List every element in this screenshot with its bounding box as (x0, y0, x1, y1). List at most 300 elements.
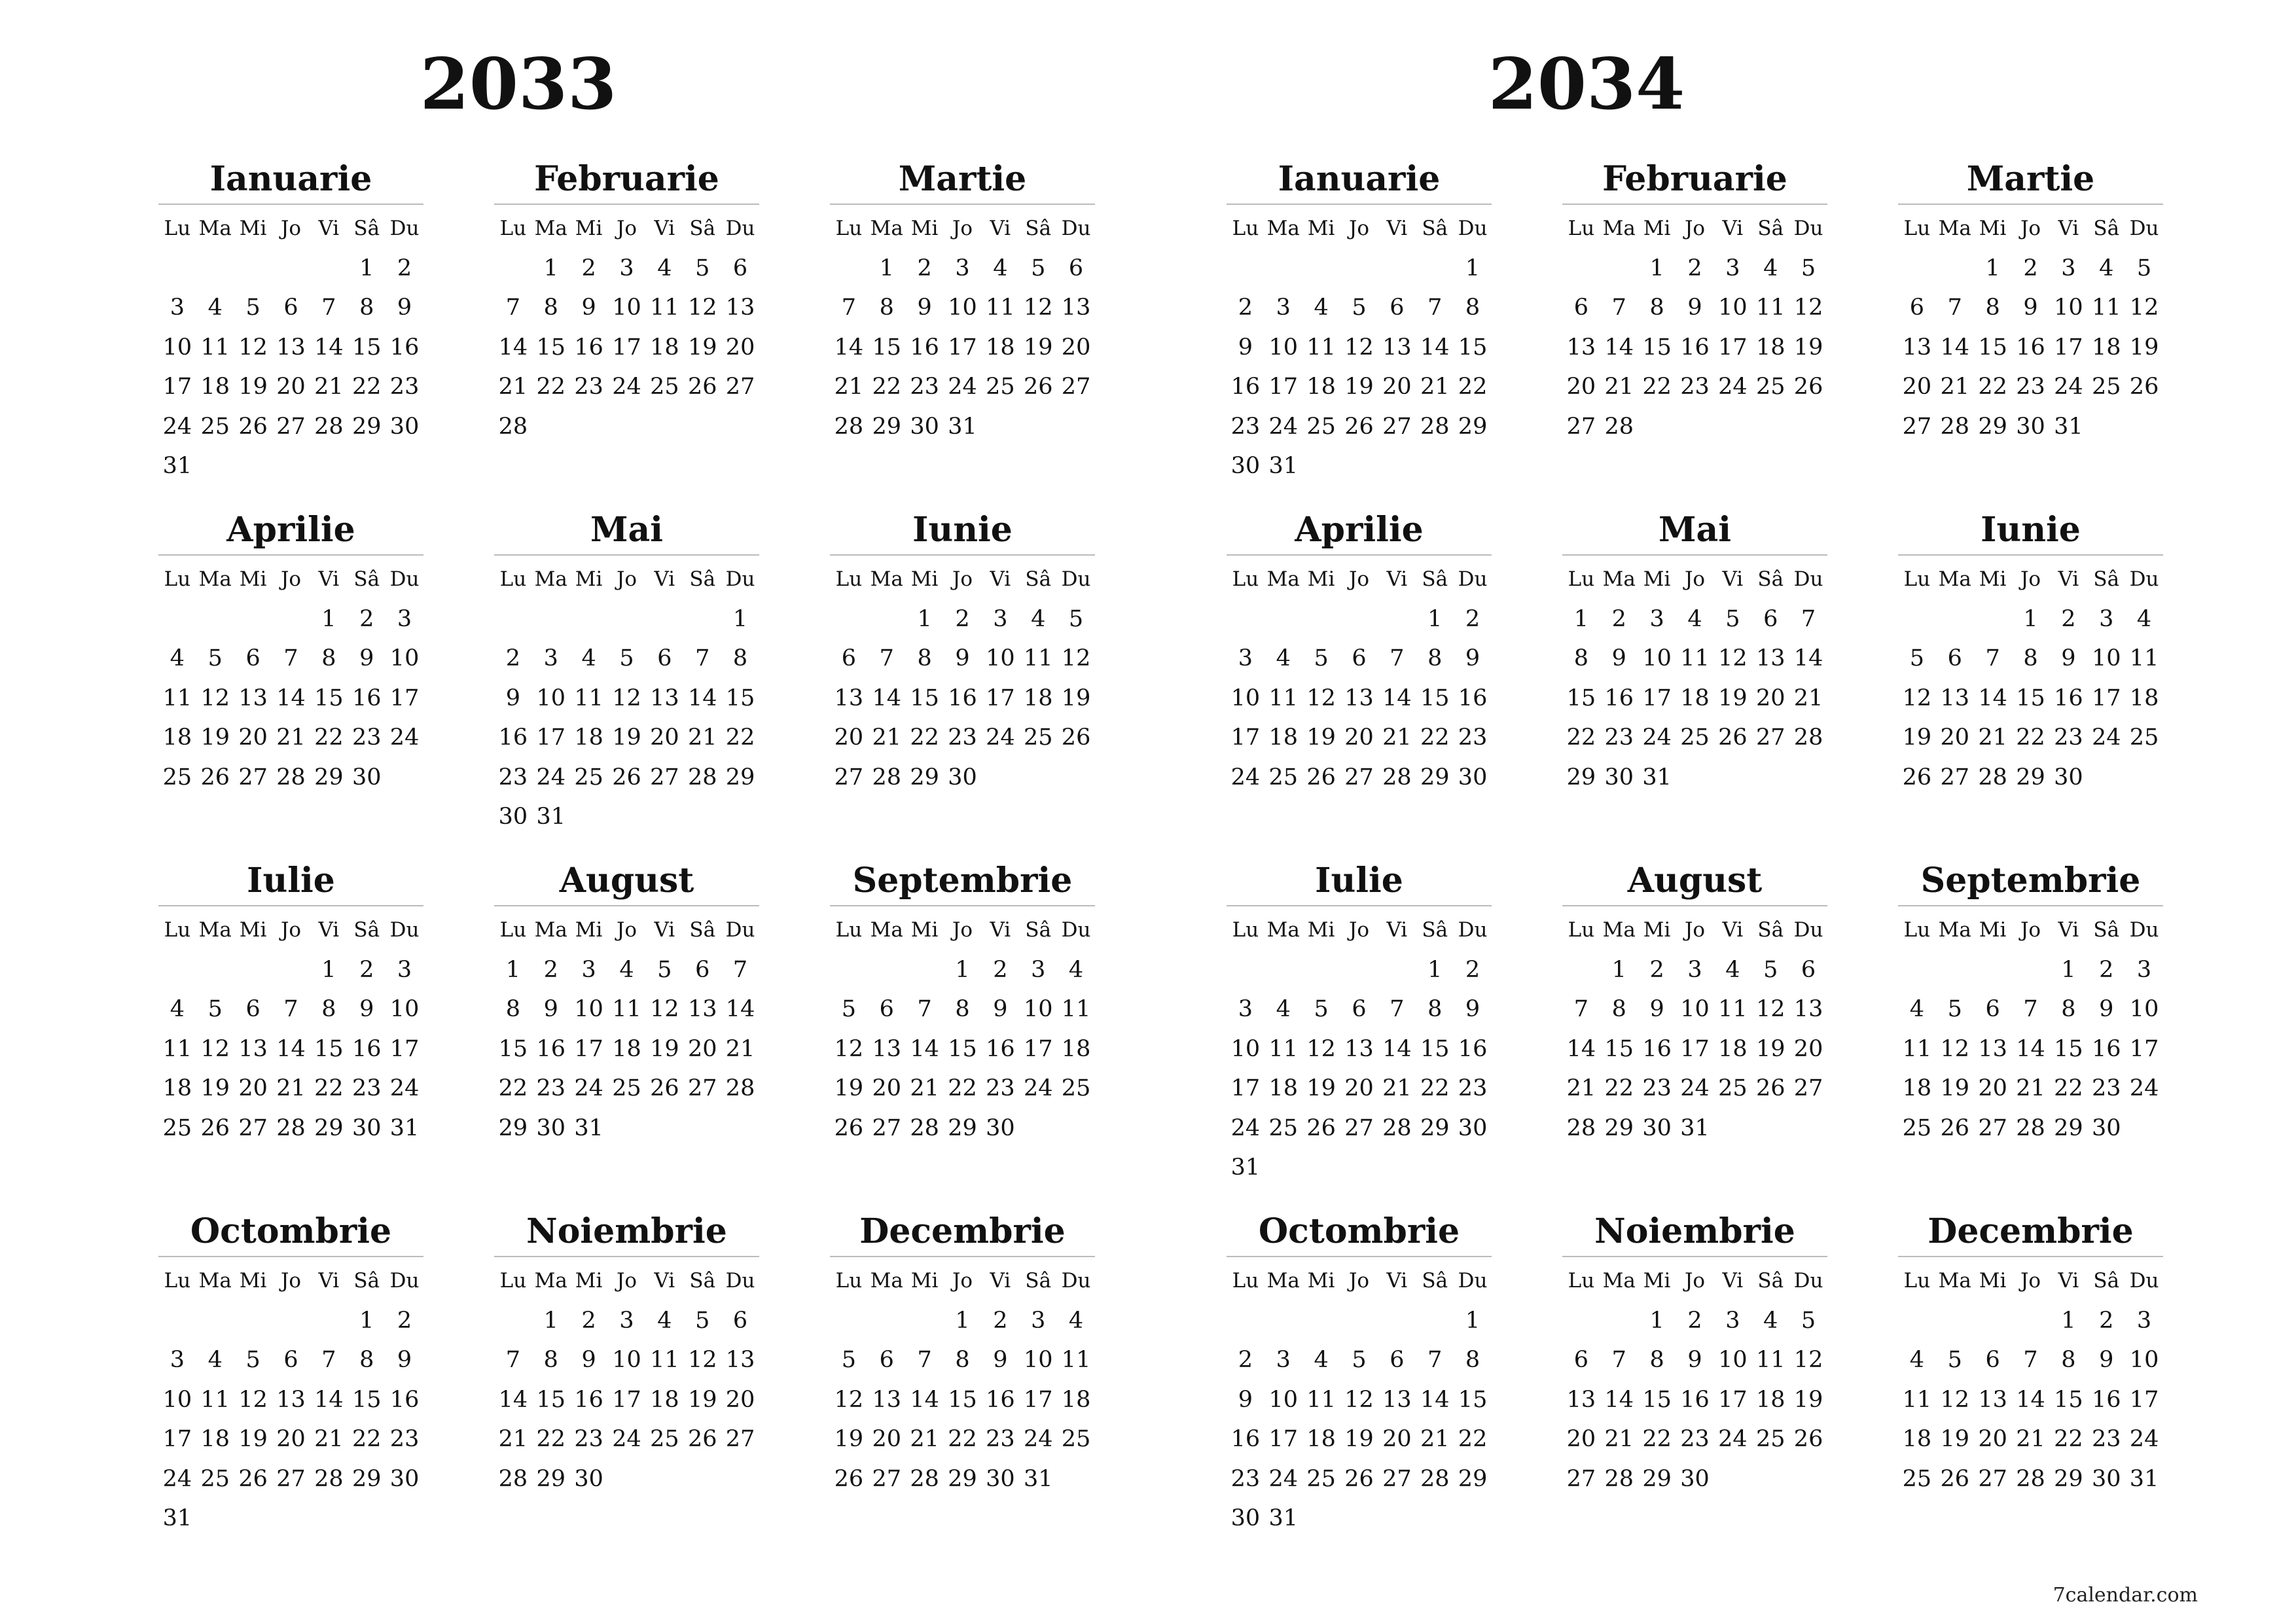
day-cell: 18 (1061, 1386, 1091, 1413)
day-cell: 4 (1687, 605, 1702, 632)
weekday-label: Sâ (689, 918, 716, 942)
day-cell: 9 (581, 1347, 596, 1373)
day-cell: 26 (1061, 724, 1091, 751)
day-cell: 24 (1023, 1426, 1053, 1452)
week-row (830, 249, 1095, 289)
week-row (1562, 367, 1827, 407)
day-cell: 16 (351, 1035, 382, 1062)
day-cell: 19 (1061, 685, 1091, 711)
empty-day (868, 1301, 906, 1341)
weekday-label: Ma (1938, 217, 1971, 240)
weekday-label: Du (2129, 1269, 2159, 1293)
week-row (1562, 328, 1827, 368)
day-cell: 19 (612, 724, 641, 751)
week-row (1898, 407, 2163, 447)
day-cell: 24 (162, 1465, 192, 1492)
day-cell: 16 (1230, 1426, 1261, 1452)
empty-day (272, 249, 310, 289)
day-cell: 23 (1680, 374, 1710, 400)
day-cell: 16 (948, 685, 977, 711)
empty-day (1936, 249, 1974, 289)
day-cell: 30 (986, 1115, 1015, 1141)
empty-day (1562, 950, 1600, 990)
day-cell: 5 (2136, 255, 2152, 281)
weekday-label: Lu (1232, 918, 1259, 942)
day-cell: 12 (1306, 1035, 1336, 1062)
day-cell: 28 (872, 764, 902, 791)
day-cell: 18 (162, 724, 192, 751)
day-cell: 20 (1566, 1426, 1596, 1452)
weekday-label: Sâ (1422, 918, 1448, 942)
weekday-label: Jo (1348, 567, 1370, 591)
day-cell: 18 (162, 1075, 192, 1101)
day-cell: 27 (650, 764, 679, 791)
day-cell: 11 (2129, 645, 2159, 671)
day-cell: 18 (2091, 334, 2121, 361)
day-cell: 9 (993, 996, 1008, 1022)
day-cell: 3 (170, 294, 185, 321)
day-cell: 3 (2099, 605, 2114, 632)
day-cell: 25 (1306, 413, 1336, 440)
day-cell: 18 (200, 1426, 230, 1452)
empty-day (1562, 249, 1600, 289)
empty-day (1416, 1301, 1454, 1341)
day-cell: 20 (872, 1075, 902, 1101)
weekday-label: Jo (952, 217, 973, 240)
day-cell: 8 (1611, 996, 1626, 1022)
empty-day (1378, 950, 1416, 990)
weekday-label: Mi (1979, 1269, 2007, 1293)
weekday-label: Lu (164, 567, 191, 591)
day-cell: 7 (1801, 605, 1816, 632)
day-cell: 29 (498, 1115, 528, 1141)
weekday-label: Sâ (353, 1269, 380, 1293)
day-cell: 22 (1420, 1075, 1450, 1101)
weekday-label: Vi (1386, 918, 1408, 942)
week-row (158, 1340, 423, 1380)
day-cell: 25 (1023, 724, 1053, 751)
day-cell: 30 (1458, 1115, 1488, 1141)
day-cell: 31 (574, 1115, 603, 1141)
day-cell: 8 (321, 645, 336, 671)
weekday-label: Vi (2058, 1269, 2079, 1293)
month-divider (1898, 905, 2163, 906)
day-cell: 29 (2054, 1115, 2083, 1141)
day-cell: 14 (2016, 1386, 2045, 1413)
day-cell: 12 (1940, 1386, 1970, 1413)
day-cell: 27 (1344, 764, 1374, 791)
day-cell: 16 (1230, 374, 1261, 400)
weekday-header (1898, 209, 2163, 249)
day-cell: 8 (1649, 1347, 1664, 1373)
day-cell: 26 (2129, 374, 2159, 400)
weekday-label: Mi (575, 217, 603, 240)
weekday-label: Ma (1938, 918, 1971, 942)
weekday-label: Vi (1386, 567, 1408, 591)
day-cell: 29 (910, 764, 939, 791)
day-cell: 1 (955, 1307, 970, 1334)
day-cell: 11 (1268, 685, 1299, 711)
day-cell: 13 (650, 685, 679, 711)
day-cell: 1 (879, 255, 894, 281)
day-cell: 14 (1940, 334, 1970, 361)
day-cell: 11 (574, 685, 603, 711)
week-row (1227, 1340, 1492, 1380)
week-row (158, 679, 423, 719)
week-row (1898, 1380, 2163, 1420)
week-row (1227, 950, 1492, 990)
day-cell: 29 (1642, 1465, 1672, 1492)
weekday-label: Vi (990, 1269, 1011, 1293)
week-row (1562, 1069, 1827, 1109)
weekday-header (830, 560, 1095, 599)
week-row (1898, 1109, 2163, 1149)
day-cell: 10 (2129, 996, 2159, 1022)
day-cell: 26 (687, 374, 717, 400)
weekday-label: Jo (2020, 1269, 2041, 1293)
month-3-2033 (830, 154, 1095, 446)
month-divider (1562, 554, 1827, 556)
week-row (158, 407, 423, 447)
day-cell: 18 (1755, 1386, 1785, 1413)
day-cell: 5 (619, 645, 634, 671)
day-cell: 20 (1902, 374, 1932, 400)
day-cell: 13 (1902, 334, 1932, 361)
empty-day (1936, 950, 1974, 990)
day-cell: 25 (2129, 724, 2159, 751)
day-cell: 4 (1314, 1347, 1329, 1373)
day-cell: 15 (536, 334, 566, 361)
day-cell: 8 (2023, 645, 2038, 671)
weekday-label: Mi (575, 1269, 603, 1293)
day-cell: 26 (200, 764, 230, 791)
day-cell: 7 (1611, 294, 1626, 321)
weekday-label: Lu (499, 1269, 527, 1293)
day-cell: 11 (200, 1386, 230, 1413)
day-cell: 17 (162, 1426, 192, 1452)
day-cell: 10 (536, 685, 566, 711)
month-7-2033 (158, 856, 423, 1148)
weekday-label: Jo (952, 567, 973, 591)
day-cell: 17 (1718, 334, 1748, 361)
day-cell: 20 (1382, 1426, 1412, 1452)
day-cell: 22 (1604, 1075, 1634, 1101)
month-1-2034 (1227, 154, 1492, 486)
weekday-header (494, 209, 759, 249)
day-cell: 17 (389, 685, 420, 711)
day-cell: 20 (1978, 1075, 2007, 1101)
empty-day (868, 950, 906, 990)
weekday-label: Sâ (1025, 1269, 1052, 1293)
day-cell: 16 (1680, 1386, 1710, 1413)
empty-day (570, 599, 608, 639)
day-cell: 19 (650, 1035, 679, 1062)
day-cell: 31 (2129, 1465, 2159, 1492)
day-cell: 15 (536, 1386, 566, 1413)
day-cell: 9 (397, 1347, 412, 1373)
weekday-label: Vi (654, 217, 675, 240)
week-row (1562, 1029, 1827, 1069)
empty-day (1898, 1301, 1936, 1341)
day-cell: 31 (162, 453, 192, 479)
day-cell: 24 (1268, 413, 1299, 440)
day-cell: 8 (2061, 996, 2076, 1022)
day-cell: 24 (389, 1075, 420, 1101)
day-cell: 23 (1458, 1075, 1488, 1101)
day-cell: 22 (1420, 724, 1450, 751)
day-cell: 20 (872, 1426, 902, 1452)
day-cell: 23 (1680, 1426, 1710, 1452)
weekday-label: Mi (239, 567, 267, 591)
day-cell: 10 (2054, 294, 2083, 321)
day-cell: 23 (2091, 1075, 2121, 1101)
day-cell: 12 (687, 1347, 717, 1373)
weekday-label: Ma (870, 918, 903, 942)
day-cell: 20 (1566, 374, 1596, 400)
day-cell: 2 (955, 605, 970, 632)
day-cell: 20 (687, 1035, 717, 1062)
week-row (158, 1069, 423, 1109)
day-cell: 7 (1611, 1347, 1626, 1373)
day-cell: 12 (200, 1035, 230, 1062)
month-4-2033 (158, 505, 423, 797)
empty-day (830, 950, 868, 990)
month-divider (1562, 1256, 1827, 1257)
empty-day (1378, 249, 1416, 289)
day-cell: 25 (1268, 1115, 1299, 1141)
day-cell: 23 (986, 1426, 1015, 1452)
day-cell: 2 (397, 1307, 412, 1334)
day-cell: 27 (687, 1075, 717, 1101)
month-name: Mai (590, 510, 663, 550)
day-cell: 1 (955, 956, 970, 983)
week-row (1227, 1148, 1492, 1188)
month-divider (1898, 554, 2163, 556)
week-row (1562, 599, 1827, 639)
weekday-label: Du (389, 1269, 420, 1293)
day-cell: 11 (650, 1347, 679, 1373)
empty-day (494, 249, 532, 289)
day-cell: 14 (872, 685, 902, 711)
weekday-label: Du (1061, 567, 1091, 591)
weekday-label: Sâ (1025, 918, 1052, 942)
day-cell: 24 (1230, 1115, 1261, 1141)
empty-day (2012, 1301, 2050, 1341)
weekday-label: Du (1061, 217, 1091, 240)
empty-day (1936, 1301, 1974, 1341)
day-cell: 9 (1687, 1347, 1702, 1373)
day-cell: 3 (1031, 1307, 1046, 1334)
day-cell: 19 (687, 334, 717, 361)
weekday-label: Sâ (353, 918, 380, 942)
weekday-label: Ma (870, 1269, 903, 1293)
day-cell: 20 (1755, 685, 1785, 711)
day-cell: 31 (1230, 1154, 1261, 1181)
day-cell: 19 (1023, 334, 1053, 361)
day-cell: 19 (238, 1426, 268, 1452)
day-cell: 10 (2091, 645, 2121, 671)
week-row (830, 1029, 1095, 1069)
day-cell: 26 (650, 1075, 679, 1101)
day-cell: 28 (1604, 413, 1634, 440)
day-cell: 17 (612, 1386, 641, 1413)
day-cell: 28 (910, 1465, 939, 1492)
weekday-label: Mi (910, 918, 939, 942)
empty-day (906, 1301, 944, 1341)
day-cell: 15 (725, 685, 755, 711)
month-name: Iulie (1315, 861, 1403, 901)
day-cell: 6 (1985, 1347, 2000, 1373)
day-cell: 13 (725, 1347, 755, 1373)
day-cell: 9 (993, 1347, 1008, 1373)
month-1-2033 (158, 154, 423, 486)
day-cell: 11 (1061, 996, 1091, 1022)
day-cell: 15 (948, 1386, 977, 1413)
day-cell: 17 (2091, 685, 2121, 711)
week-row (1227, 1499, 1492, 1539)
day-cell: 21 (1793, 685, 1823, 711)
day-cell: 25 (1268, 764, 1299, 791)
day-cell: 27 (834, 764, 864, 791)
day-cell: 22 (2054, 1426, 2083, 1452)
day-cell: 14 (314, 334, 344, 361)
day-cell: 5 (207, 996, 223, 1022)
day-cell: 27 (276, 413, 306, 440)
weekday-label: Jo (2020, 918, 2041, 942)
month-divider (1227, 554, 1492, 556)
day-cell: 1 (1465, 1307, 1480, 1334)
week-row (494, 639, 759, 679)
week-row (830, 950, 1095, 990)
day-cell: 6 (1947, 645, 1962, 671)
weekday-header (830, 910, 1095, 950)
day-cell: 3 (581, 956, 596, 983)
empty-day (196, 599, 234, 639)
day-cell: 23 (1642, 1075, 1672, 1101)
day-cell: 1 (2023, 605, 2038, 632)
day-cell: 20 (1978, 1426, 2007, 1452)
empty-day (906, 950, 944, 990)
day-cell: 18 (574, 724, 603, 751)
week-row (1227, 1029, 1492, 1069)
day-cell: 27 (725, 1426, 755, 1452)
day-cell: 12 (1718, 645, 1748, 671)
day-cell: 18 (1680, 685, 1710, 711)
day-cell: 4 (1031, 605, 1046, 632)
month-divider (1898, 204, 2163, 205)
week-row (830, 1109, 1095, 1149)
month-name: Septembrie (852, 861, 1073, 901)
weekday-label: Ma (198, 918, 232, 942)
day-cell: 26 (1793, 1426, 1823, 1452)
day-cell: 12 (200, 685, 230, 711)
day-cell: 5 (245, 1347, 260, 1373)
empty-day (1340, 599, 1378, 639)
weekday-label: Jo (2020, 567, 2041, 591)
weekday-label: Du (1793, 1269, 1823, 1293)
day-cell: 6 (1068, 255, 1084, 281)
day-cell: 15 (1566, 685, 1596, 711)
empty-day (1227, 249, 1265, 289)
day-cell: 10 (1023, 1347, 1053, 1373)
day-cell: 19 (1344, 374, 1374, 400)
weekday-label: Lu (1903, 567, 1931, 591)
day-cell: 31 (1268, 1505, 1299, 1531)
weekday-label: Mi (910, 217, 939, 240)
month-name: Aprilie (1295, 510, 1424, 550)
week-row (494, 1380, 759, 1420)
weekday-label: Jo (952, 918, 973, 942)
weekday-label: Du (725, 567, 755, 591)
week-row (1562, 679, 1827, 719)
day-cell: 15 (1458, 334, 1488, 361)
day-cell: 8 (505, 996, 521, 1022)
day-cell: 25 (1061, 1426, 1091, 1452)
day-cell: 8 (1427, 996, 1443, 1022)
day-cell: 30 (2091, 1115, 2121, 1141)
day-cell: 23 (910, 374, 939, 400)
week-row (158, 446, 423, 486)
day-cell: 21 (687, 724, 717, 751)
day-cell: 3 (1725, 255, 1740, 281)
weekday-label: Sâ (353, 217, 380, 240)
weekday-header (1898, 910, 2163, 950)
day-cell: 27 (1940, 764, 1970, 791)
day-cell: 20 (725, 1386, 755, 1413)
day-cell: 21 (314, 1426, 344, 1452)
week-row (830, 407, 1095, 447)
month-name: Noiembrie (1594, 1211, 1795, 1251)
day-cell: 10 (389, 645, 420, 671)
day-cell: 29 (1978, 413, 2007, 440)
week-row (830, 1459, 1095, 1499)
day-cell: 22 (314, 1075, 344, 1101)
year-title: 2033 (420, 43, 617, 126)
day-cell: 21 (1420, 374, 1450, 400)
day-cell: 8 (1465, 1347, 1480, 1373)
day-cell: 18 (1902, 1075, 1932, 1101)
day-cell: 10 (574, 996, 603, 1022)
day-cell: 17 (986, 685, 1015, 711)
day-cell: 5 (1314, 996, 1329, 1022)
month-name: Aprilie (226, 510, 355, 550)
day-cell: 15 (1642, 334, 1672, 361)
empty-day (1302, 1301, 1340, 1341)
weekday-label: Jo (1348, 217, 1370, 240)
weekday-label: Lu (164, 217, 191, 240)
day-cell: 17 (948, 334, 977, 361)
day-cell: 23 (986, 1075, 1015, 1101)
weekday-label: Mi (1307, 217, 1335, 240)
day-cell: 19 (1940, 1426, 1970, 1452)
day-cell: 2 (397, 255, 412, 281)
day-cell: 13 (1566, 334, 1596, 361)
day-cell: 28 (2016, 1115, 2045, 1141)
day-cell: 10 (612, 294, 641, 321)
day-cell: 28 (276, 764, 306, 791)
day-cell: 7 (1573, 996, 1589, 1022)
day-cell: 29 (1458, 413, 1488, 440)
day-cell: 19 (1718, 685, 1748, 711)
day-cell: 25 (986, 374, 1015, 400)
week-row (1227, 288, 1492, 328)
day-cell: 7 (1985, 645, 2000, 671)
day-cell: 30 (2054, 764, 2083, 791)
weekday-label: Sâ (689, 217, 716, 240)
day-cell: 16 (1680, 334, 1710, 361)
day-cell: 30 (389, 1465, 420, 1492)
weekday-label: Du (1793, 217, 1823, 240)
